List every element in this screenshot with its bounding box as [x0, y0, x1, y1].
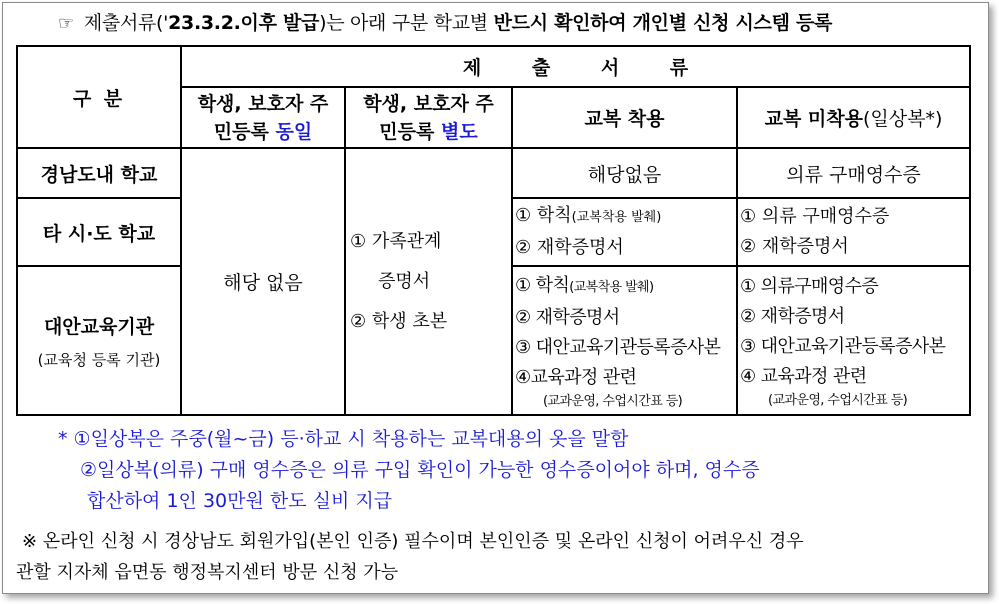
notice-line-1: ※ 온라인 신청 시 경상남도 회원가입(본인 인증) 필수이며 본인인증 및 온라인 신청이 어려우신 경우 — [22, 531, 804, 552]
footnote — [58, 424, 760, 517]
footnote-line-1: * ①일상복은 주중(월~금) 등·하교 시 착용하는 교복대용의 옷을 말함 — [58, 428, 629, 450]
header-separate-residence: 학생, 보호자 주 민등록 별도 — [345, 87, 512, 148]
footnote-line-3: 합산하여 1인 30만원 한도 실비 지급 — [87, 490, 393, 512]
heading-pre: 제출서류(' — [83, 12, 169, 34]
row1-uniform-cell: 해당없음 — [512, 148, 737, 198]
same-residence-cell: 해당 없음 — [181, 148, 345, 415]
heading-emphasis: 반드시 확인하여 개인별 신청 시스템 등록 — [493, 12, 833, 34]
online-notice — [16, 526, 804, 588]
row3-uniform-cell: ① 학칙(교복착용 발췌) ② 재학증명서 ③ 대안교육기관등록증사본 ④교육과정 관련 (교과운영, 수업시간표 등) — [512, 266, 737, 415]
document-heading — [58, 8, 832, 35]
row-label-gyeongnam: 경남도내 학교 — [17, 148, 181, 198]
row1-no-uniform-cell: 의류 구매영수증 — [737, 148, 970, 198]
header-same-residence: 학생, 보호자 주 민등록 동일 — [181, 87, 345, 148]
heading-date: 23.3.2.이후 발급 — [168, 12, 320, 34]
row3-no-uniform-cell: ① 의류구매영수증 ② 재학증명서 ③ 대안교육기관등록증사본 ④ 교육과정 관련 (교과운영, 수업시간표 등) — [737, 266, 970, 415]
documents-table — [16, 45, 971, 416]
header-uniform: 교복 착용 — [512, 87, 737, 148]
row2-uniform-cell: ① 학칙(교복착용 발췌) ② 재학증명서 — [512, 198, 737, 266]
header-documents: 제 출 서 류 — [181, 46, 970, 87]
header-no-uniform: 교복 미착용(일상복*) — [737, 87, 970, 148]
footnote-line-2: ②일상복(의류) 구매 영수증은 의류 구입 확인이 가능한 영수증이어야 하며, 영수증 — [80, 459, 760, 481]
header-category: 구 분 — [17, 46, 181, 148]
notice-line-2: 관할 지자체 읍면동 행정복지센터 방문 신청 가능 — [16, 562, 399, 583]
pointing-hand-icon: ☞ — [58, 13, 74, 34]
heading-mid: )는 아래 구분 학교별 — [319, 12, 494, 34]
separate-residence-cell: ① 가족관계 증명서 ② 학생 초본 — [345, 148, 512, 415]
row2-no-uniform-cell: ① 의류 구매영수증 ② 재학증명서 — [737, 198, 970, 266]
row-label-other-region: 타 시·도 학교 — [17, 198, 181, 266]
row-label-alternative-education: 대안교육기관 (교육청 등록 기관) — [17, 266, 181, 415]
